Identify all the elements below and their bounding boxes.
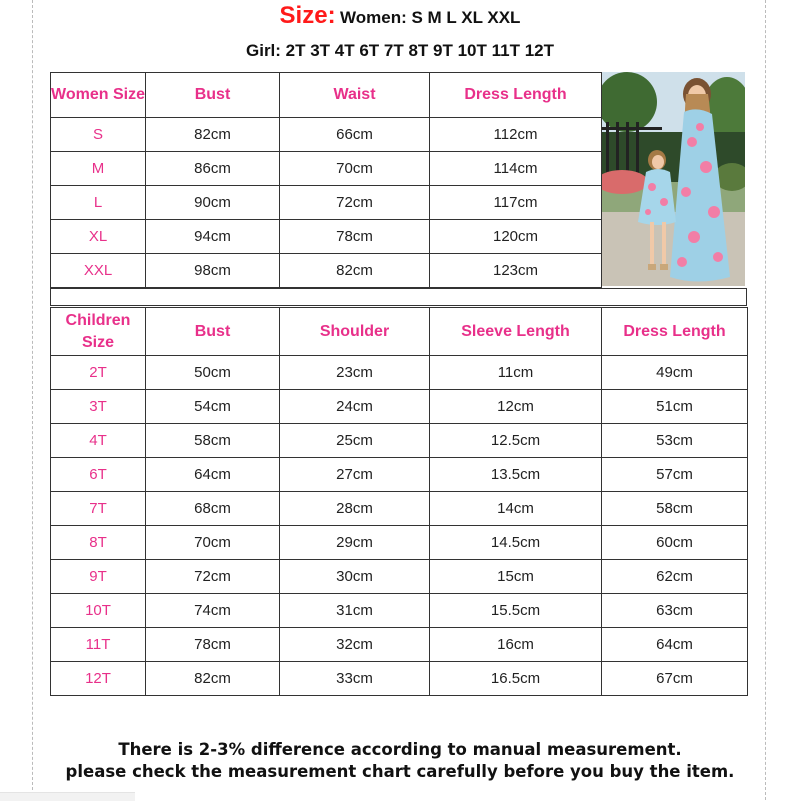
measurement-note bbox=[40, 739, 760, 782]
children-dress-length-header: Dress Length bbox=[602, 308, 748, 356]
dress-length-cell: 117cm bbox=[430, 186, 602, 220]
dress-length-cell: 57cm bbox=[602, 458, 748, 492]
women-sizes-text: Women: S M L XL XXL bbox=[340, 8, 521, 27]
table-row bbox=[51, 356, 748, 390]
shoulder-cell: 33cm bbox=[280, 662, 430, 696]
sleeve-length-cell: 14cm bbox=[430, 492, 602, 526]
shoulder-cell: 27cm bbox=[280, 458, 430, 492]
bust-cell: 54cm bbox=[146, 390, 280, 424]
bust-cell: 98cm bbox=[146, 254, 280, 288]
waist-cell: 70cm bbox=[280, 152, 430, 186]
dress-length-cell: 64cm bbox=[602, 628, 748, 662]
size-cell: S bbox=[51, 118, 146, 152]
children-shoulder-header: Shoulder bbox=[280, 308, 430, 356]
size-cell: 3T bbox=[51, 390, 146, 424]
note-line-1: There is 2-3% difference according to manual measurement. bbox=[118, 740, 682, 759]
bust-cell: 82cm bbox=[146, 662, 280, 696]
sleeve-length-cell: 13.5cm bbox=[430, 458, 602, 492]
table-row bbox=[51, 390, 748, 424]
waist-cell: 78cm bbox=[280, 220, 430, 254]
size-cell: XXL bbox=[51, 254, 146, 288]
table-row bbox=[51, 594, 748, 628]
sleeve-length-cell: 12cm bbox=[430, 390, 602, 424]
dress-length-cell: 62cm bbox=[602, 560, 748, 594]
bust-cell: 72cm bbox=[146, 560, 280, 594]
shoulder-cell: 30cm bbox=[280, 560, 430, 594]
bust-cell: 86cm bbox=[146, 152, 280, 186]
waist-cell: 82cm bbox=[280, 254, 430, 288]
sleeve-length-cell: 12.5cm bbox=[430, 424, 602, 458]
table-row bbox=[51, 662, 748, 696]
table-separator bbox=[50, 288, 747, 306]
note-line-2: please check the measurement chart carefully before you buy the item. bbox=[65, 761, 735, 781]
bust-cell: 58cm bbox=[146, 424, 280, 458]
size-cell: 7T bbox=[51, 492, 146, 526]
sleeve-length-cell: 15.5cm bbox=[430, 594, 602, 628]
shoulder-cell: 23cm bbox=[280, 356, 430, 390]
size-label: Size: bbox=[279, 2, 336, 29]
bust-cell: 70cm bbox=[146, 526, 280, 560]
dress-length-cell: 49cm bbox=[602, 356, 748, 390]
size-cell: L bbox=[51, 186, 146, 220]
dress-length-cell: 53cm bbox=[602, 424, 748, 458]
women-dress-length-header: Dress Length bbox=[430, 73, 602, 118]
bust-cell: 90cm bbox=[146, 186, 280, 220]
size-heading bbox=[0, 2, 800, 30]
women-waist-header: Waist bbox=[280, 73, 430, 118]
bust-cell: 74cm bbox=[146, 594, 280, 628]
dress-length-cell: 112cm bbox=[430, 118, 602, 152]
sleeve-length-cell: 16.5cm bbox=[430, 662, 602, 696]
size-cell: M bbox=[51, 152, 146, 186]
women-size-header: Women Size bbox=[51, 73, 146, 118]
shoulder-cell: 24cm bbox=[280, 390, 430, 424]
dress-length-cell: 63cm bbox=[602, 594, 748, 628]
bust-cell: 64cm bbox=[146, 458, 280, 492]
bust-cell: 78cm bbox=[146, 628, 280, 662]
dress-length-cell: 60cm bbox=[602, 526, 748, 560]
bust-cell: 82cm bbox=[146, 118, 280, 152]
table-row bbox=[51, 458, 748, 492]
size-cell: 2T bbox=[51, 356, 146, 390]
dress-length-cell: 58cm bbox=[602, 492, 748, 526]
waist-cell: 66cm bbox=[280, 118, 430, 152]
children-size-header: Children Size bbox=[51, 308, 146, 356]
bust-cell: 94cm bbox=[146, 220, 280, 254]
children-sleeve-length-header: Sleeve Length bbox=[430, 308, 602, 356]
dress-length-cell: 120cm bbox=[430, 220, 602, 254]
waist-cell: 72cm bbox=[280, 186, 430, 220]
size-cell: 9T bbox=[51, 560, 146, 594]
children-header-row bbox=[51, 308, 748, 356]
children-bust-header: Bust bbox=[146, 308, 280, 356]
table-row bbox=[51, 560, 748, 594]
children-size-table bbox=[50, 307, 748, 696]
dress-length-cell: 114cm bbox=[430, 152, 602, 186]
sleeve-length-cell: 16cm bbox=[430, 628, 602, 662]
size-cell: 11T bbox=[51, 628, 146, 662]
shoulder-cell: 32cm bbox=[280, 628, 430, 662]
size-cell: 8T bbox=[51, 526, 146, 560]
table-row bbox=[51, 526, 748, 560]
size-cell: 12T bbox=[51, 662, 146, 696]
size-cell: XL bbox=[51, 220, 146, 254]
women-bust-header: Bust bbox=[146, 73, 280, 118]
frame-border-left bbox=[32, 0, 33, 800]
dress-length-cell: 51cm bbox=[602, 390, 748, 424]
size-cell: 6T bbox=[51, 458, 146, 492]
frame-border-right bbox=[765, 0, 766, 800]
shoulder-cell: 31cm bbox=[280, 594, 430, 628]
bust-cell: 50cm bbox=[146, 356, 280, 390]
size-cell: 10T bbox=[51, 594, 146, 628]
dress-length-cell: 67cm bbox=[602, 662, 748, 696]
table-row bbox=[51, 424, 748, 458]
bust-cell: 68cm bbox=[146, 492, 280, 526]
sleeve-length-cell: 14.5cm bbox=[430, 526, 602, 560]
sleeve-length-cell: 15cm bbox=[430, 560, 602, 594]
mother-daughter-photo bbox=[602, 72, 745, 286]
sleeve-length-cell: 11cm bbox=[430, 356, 602, 390]
size-cell: 4T bbox=[51, 424, 146, 458]
shoulder-cell: 29cm bbox=[280, 526, 430, 560]
girl-sizes-text: Girl: 2T 3T 4T 6T 7T 8T 9T 10T 11T 12T bbox=[246, 41, 554, 60]
dress-length-cell: 123cm bbox=[430, 254, 602, 288]
shoulder-cell: 25cm bbox=[280, 424, 430, 458]
table-row bbox=[51, 628, 748, 662]
shoulder-cell: 28cm bbox=[280, 492, 430, 526]
table-row bbox=[51, 492, 748, 526]
